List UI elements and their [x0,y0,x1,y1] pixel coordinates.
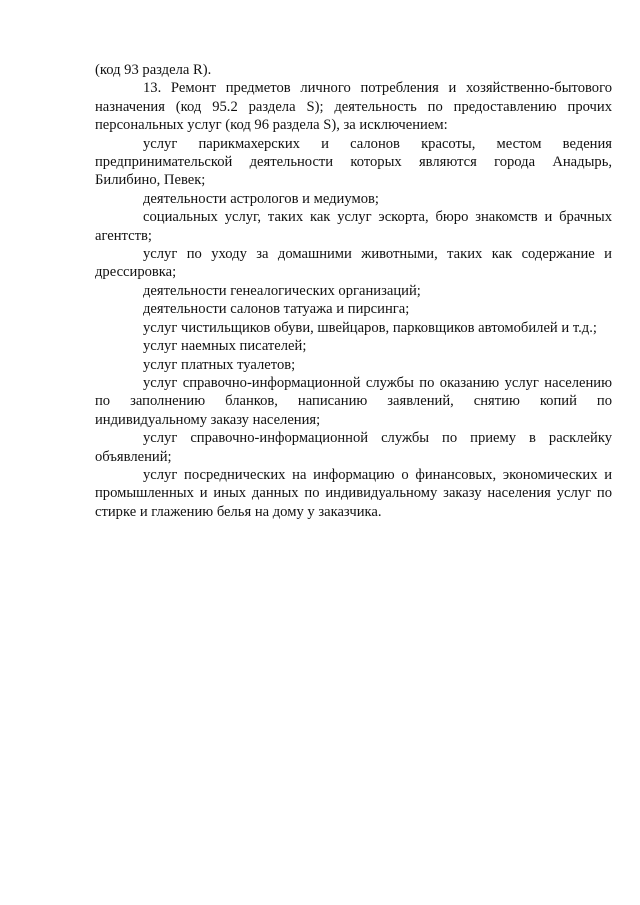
paragraph-intermediary: услуг посреднических на информацию о финансовых, экономических и промышленных и иных данных по индивидуальному заказу населения услуг по стирке и глажению белья на дому у заказчика. [95,466,612,520]
paragraph-code-93-end: (код 93 раздела R). [95,62,212,78]
paragraph-astrologers: деятельности астрологов и медиумов; [143,190,379,207]
paragraph-pet-care: услуг по уходу за домашними животными, таких как содержание и дрессировка; [95,246,612,281]
paragraph-writers: услуг наемных писателей; [143,338,307,355]
paragraph-genealogy: деятельности генеалогических организаций; [143,282,421,299]
paragraph-hairdressers: услуг парикмахерских и салонов красоты, местом ведения предпринимательской деятельности которых являются города Анадырь, Билибино, Певек; [95,135,612,189]
paragraph-tattoo: деятельности салонов татуажа и пирсинга; [143,301,410,318]
paragraph-item-13: 13. Ремонт предметов личного потребления и хозяйственно-бытового назначения (код 95.2 раздела S); деятельность по предоставлению прочих персональных услуг (код 96 раздела S), за исключением: [95,80,612,134]
document-body [95,61,612,521]
paragraph-social-services: социальных услуг, таких как услуг эскорта, бюро знакомств и брачных агентств; [95,209,612,244]
paragraph-toilets: услуг платных туалетов; [143,356,296,373]
paragraph-info-forms: услуг справочно-информационной службы по оказанию услуг населению по заполнению бланков, написанию заявлений, снятию копий по индивидуальному заказу населения; [95,374,612,428]
paragraph-info-ads: услуг справочно-информационной службы по приему в расклейку объявлений; [95,430,612,465]
paragraph-shoe-shiners: услуг чистильщиков обуви, швейцаров, парковщиков автомобилей и т.д.; [143,319,597,336]
